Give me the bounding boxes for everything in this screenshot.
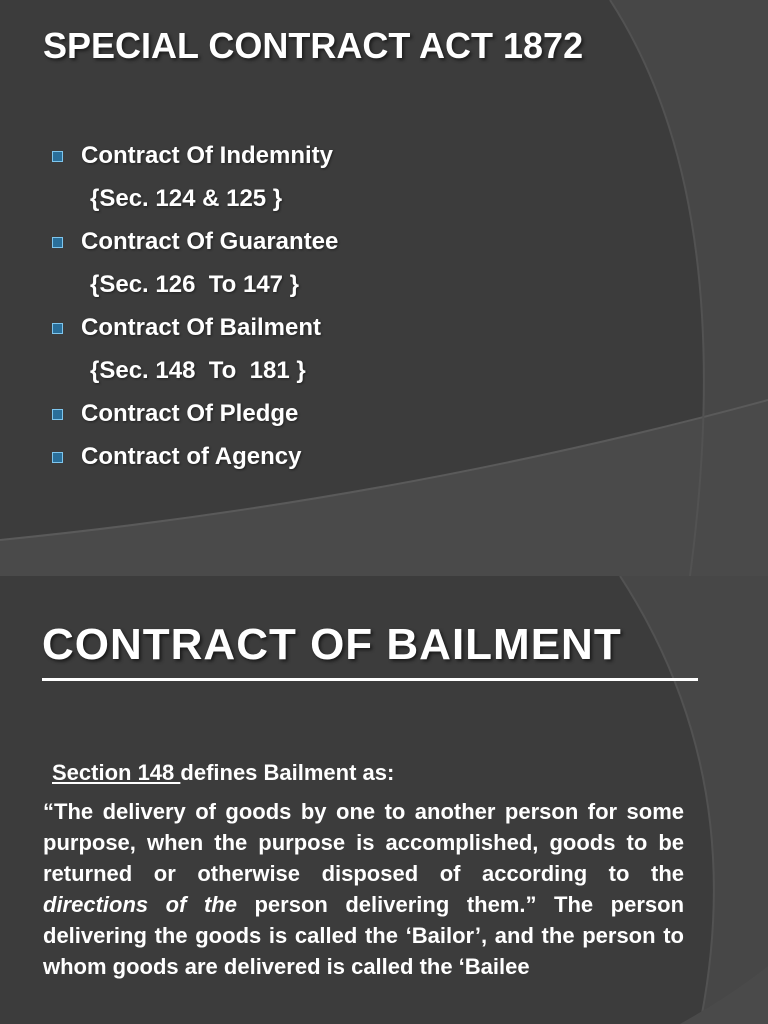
section-reference-line <box>52 760 394 786</box>
slide-title: SPECIAL CONTRACT ACT 1872 <box>43 25 584 66</box>
section-range: {Sec. 148 To 181 } <box>90 357 306 384</box>
definition-text-2: person delivering them.” The person delivering the goods is called the ‘Bailor’, and the person to whom goods are delivered is called the ‘Bailee <box>43 892 685 979</box>
section-number: Section 148 <box>52 760 181 785</box>
definition-italic: directions of the <box>43 892 237 917</box>
topic-item: Contract Of Guarantee <box>81 228 339 255</box>
topic-item: Contract Of Bailment <box>81 314 322 341</box>
checkbox-bullet-icon <box>52 237 63 248</box>
checkbox-bullet-icon <box>52 409 63 420</box>
topic-item: Contract Of Indemnity <box>81 142 334 169</box>
section-range: {Sec. 126 To 147 } <box>90 271 300 298</box>
checkbox-bullet-icon <box>52 452 63 463</box>
checkbox-bullet-icon <box>52 323 63 334</box>
topic-item: Contract of Agency <box>81 443 302 470</box>
definition-text-1: “The delivery of goods by one to another person for some purpose, when the purpose is accomplished, goods to be returned or otherwise disposed of according to the <box>43 799 684 886</box>
section-intro: defines Bailment as: <box>180 760 395 785</box>
topic-item: Contract Of Pledge <box>81 400 299 427</box>
bailment-definition <box>43 796 684 982</box>
heading-underline <box>42 678 698 681</box>
section-range: {Sec. 124 & 125 } <box>90 185 283 212</box>
bailment-heading: CONTRACT OF BAILMENT <box>42 620 622 669</box>
checkbox-bullet-icon <box>52 151 63 162</box>
